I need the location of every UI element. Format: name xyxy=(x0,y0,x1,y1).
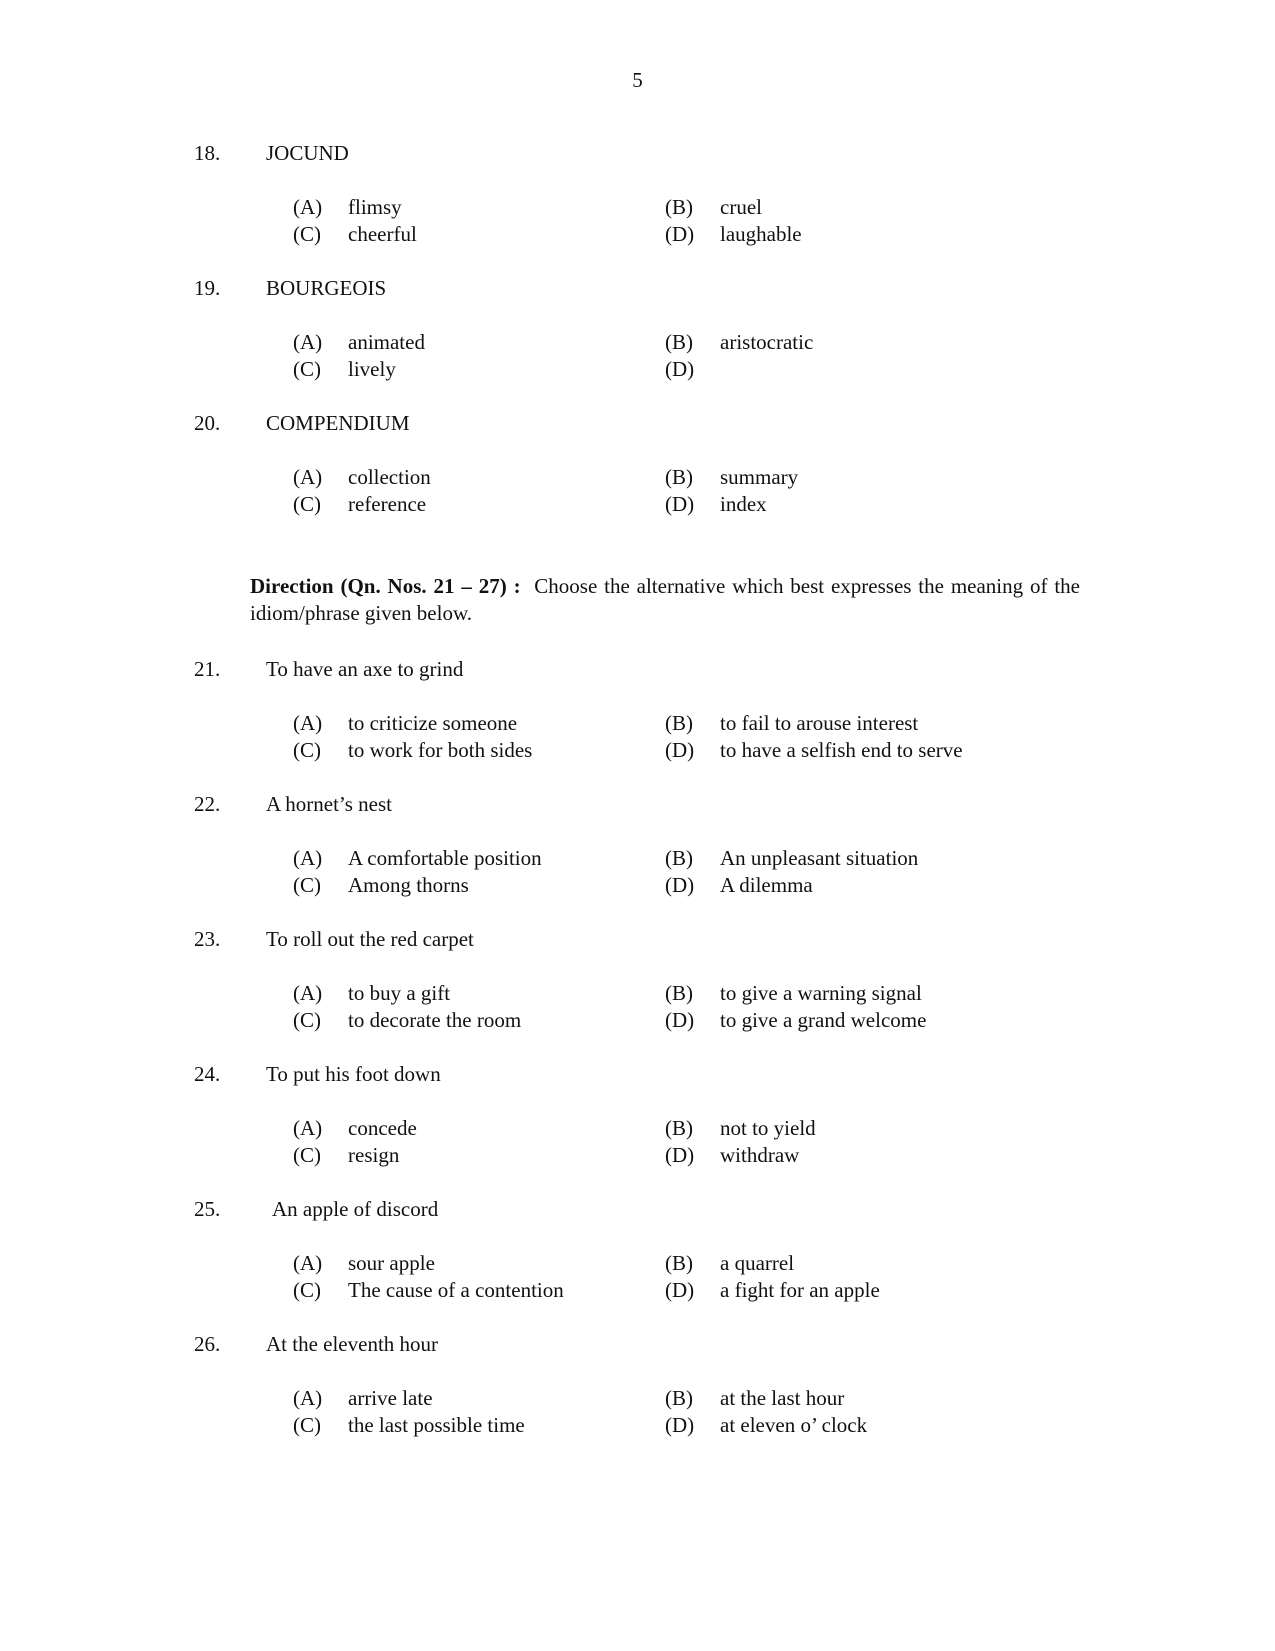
option-label: (B) xyxy=(665,1116,693,1140)
option-label: (C) xyxy=(293,1008,321,1032)
direction-text: Choose the alternative which best expresses the meaning of the idiom/phrase given below. xyxy=(250,574,1080,625)
option-text: An unpleasant situation xyxy=(720,846,919,870)
option-text: a fight for an apple xyxy=(720,1278,880,1302)
question-18 xyxy=(0,141,1275,261)
option-label: (A) xyxy=(293,465,323,489)
option-label: (D) xyxy=(665,1413,695,1437)
option-label: (C) xyxy=(293,222,321,246)
option-text: to give a grand welcome xyxy=(720,1008,927,1032)
option-text: at eleven o’ clock xyxy=(720,1413,868,1437)
option-label: (A) xyxy=(293,711,323,735)
question-stem: To roll out the red carpet xyxy=(266,927,474,951)
option-text: aristocratic xyxy=(720,330,814,354)
option-text: concede xyxy=(348,1116,417,1140)
page-number: 5 xyxy=(632,68,643,92)
option-label: (D) xyxy=(665,1008,695,1032)
option-label: (D) xyxy=(665,492,695,516)
option-text: cruel xyxy=(720,195,762,219)
option-text: resign xyxy=(348,1143,400,1167)
option-label: (B) xyxy=(665,1386,693,1410)
question-number: 19. xyxy=(194,276,221,300)
option-text: to decorate the room xyxy=(348,1008,522,1032)
question-23 xyxy=(0,927,1275,1047)
option-text: index xyxy=(720,492,767,516)
option-text: sour apple xyxy=(348,1251,435,1275)
option-label: (B) xyxy=(665,981,693,1005)
option-text: lively xyxy=(348,357,396,381)
option-label: (A) xyxy=(293,330,323,354)
direction-heading: Direction (Qn. Nos. 21 – 27) : xyxy=(250,574,521,598)
option-label: (A) xyxy=(293,846,323,870)
question-stem: At the eleventh hour xyxy=(266,1332,439,1356)
option-text: animated xyxy=(348,330,425,354)
option-text: collection xyxy=(348,465,431,489)
option-text: flimsy xyxy=(348,195,402,219)
option-label: (A) xyxy=(293,981,323,1005)
option-text: not to yield xyxy=(720,1116,816,1140)
question-number: 24. xyxy=(194,1062,221,1086)
option-label: (B) xyxy=(665,711,693,735)
option-text: to fail to arouse interest xyxy=(720,711,919,735)
question-20 xyxy=(0,411,1275,531)
option-label: (D) xyxy=(665,873,695,897)
option-text: withdraw xyxy=(720,1143,800,1167)
option-label: (C) xyxy=(293,1143,321,1167)
option-text: to buy a gift xyxy=(348,981,451,1005)
question-number: 25. xyxy=(194,1197,221,1221)
option-text: arrive late xyxy=(348,1386,433,1410)
option-text: Among thorns xyxy=(348,873,469,897)
question-stem: JOCUND xyxy=(266,141,349,165)
option-text: A comfortable position xyxy=(348,846,542,870)
question-number: 22. xyxy=(194,792,221,816)
option-label: (D) xyxy=(665,357,695,381)
option-label: (C) xyxy=(293,1278,321,1302)
question-number: 20. xyxy=(194,411,221,435)
question-stem: To put his foot down xyxy=(266,1062,441,1086)
option-label: (B) xyxy=(665,330,693,354)
question-stem: A hornet’s nest xyxy=(266,792,392,816)
option-label: (B) xyxy=(665,465,693,489)
option-text: to have a selfish end to serve xyxy=(720,738,963,762)
option-label: (C) xyxy=(293,492,321,516)
option-label: (D) xyxy=(665,738,695,762)
question-24 xyxy=(0,1062,1275,1182)
question-number: 23. xyxy=(194,927,221,951)
option-text: to give a warning signal xyxy=(720,981,922,1005)
option-text: to work for both sides xyxy=(348,738,533,762)
option-label: (A) xyxy=(293,1116,323,1140)
option-label: (A) xyxy=(293,1251,323,1275)
option-text: reference xyxy=(348,492,427,516)
question-19 xyxy=(0,276,1275,396)
question-stem: An apple of discord xyxy=(272,1197,439,1221)
question-22 xyxy=(0,792,1275,912)
question-21 xyxy=(0,657,1275,777)
option-label: (B) xyxy=(665,846,693,870)
option-label: (C) xyxy=(293,357,321,381)
option-label: (D) xyxy=(665,1143,695,1167)
option-label: (B) xyxy=(665,1251,693,1275)
option-text: to criticize someone xyxy=(348,711,518,735)
option-text: at the last hour xyxy=(720,1386,845,1410)
option-text: the last possible time xyxy=(348,1413,525,1437)
option-text: A dilemma xyxy=(720,873,813,897)
option-label: (B) xyxy=(665,195,693,219)
option-label: (C) xyxy=(293,873,321,897)
question-stem: BOURGEOIS xyxy=(266,276,387,300)
option-text: laughable xyxy=(720,222,802,246)
option-label: (A) xyxy=(293,195,323,219)
question-26 xyxy=(0,1332,1275,1452)
option-text: The cause of a contention xyxy=(348,1278,564,1302)
question-number: 21. xyxy=(194,657,221,681)
option-label: (D) xyxy=(665,1278,695,1302)
option-label: (C) xyxy=(293,738,321,762)
question-stem: COMPENDIUM xyxy=(266,411,410,435)
option-text: summary xyxy=(720,465,799,489)
option-text: a quarrel xyxy=(720,1251,795,1275)
question-stem: To have an axe to grind xyxy=(266,657,464,681)
direction-block xyxy=(250,573,1080,627)
question-number: 26. xyxy=(194,1332,221,1356)
option-label: (D) xyxy=(665,222,695,246)
question-number: 18. xyxy=(194,141,221,165)
option-label: (C) xyxy=(293,1413,321,1437)
question-25 xyxy=(0,1197,1275,1317)
option-text: cheerful xyxy=(348,222,417,246)
option-label: (A) xyxy=(293,1386,323,1410)
